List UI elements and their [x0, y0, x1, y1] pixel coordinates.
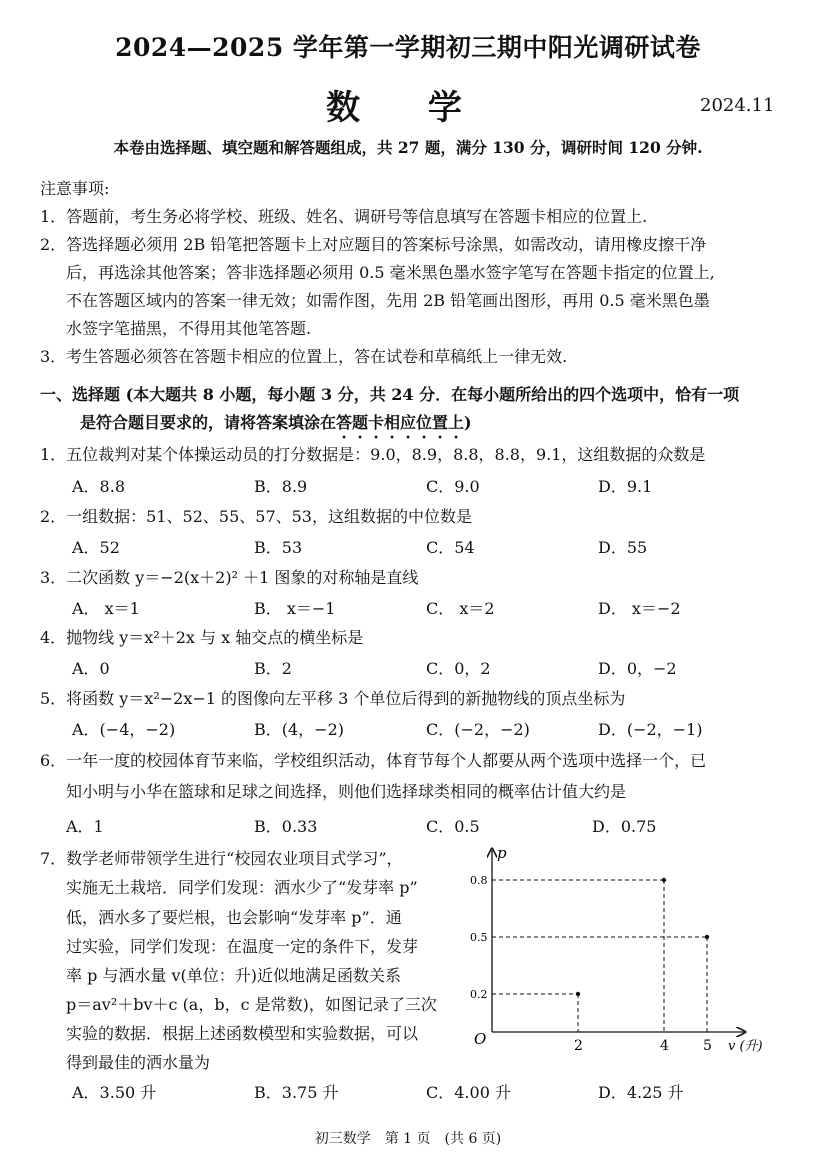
data-point: [576, 992, 580, 996]
question-2-stem: 2．一组数据：51、52、55、57、53，这组数据的中位数是: [40, 507, 472, 526]
q2-option-d: D．55: [598, 538, 648, 557]
exam-date: 2024.11: [700, 95, 775, 116]
question-7-line: 率 p 与洒水量 v(单位：升)近似地满足函数关系: [66, 966, 402, 985]
note-line: 后，再选涂其他答案；答非选择题必须用 0.5 毫米黑色墨水签字笔写在答题卡指定的位置上,: [66, 263, 715, 282]
x-tick-label: 5: [703, 1038, 712, 1054]
note-line: 1．答题前，考生务必将学校、班级、姓名、调研号等信息填写在答题卡相应的位置上.: [40, 207, 648, 226]
x-tick-label: 2: [574, 1038, 583, 1054]
y-tick-label: 0.8: [470, 874, 488, 887]
q5-option-d: D．(−2，−1): [598, 720, 703, 739]
question-7-line: 7．数学老师带领学生进行“校园农业项目式学习”，: [40, 849, 403, 868]
q7-option-b: B．3.75 升: [254, 1083, 339, 1102]
q6-option-c: C．0.5: [426, 817, 480, 836]
q3-option-a: A． x＝1: [72, 599, 140, 618]
question-4-stem: 4．抛物线 y＝x²＋2x 与 x 轴交点的横坐标是: [40, 628, 364, 647]
x-axis-label: v (升): [728, 1039, 763, 1054]
section-text: 是符合题目要求的，请将答案填涂在: [80, 413, 337, 432]
page-footer: 初三数学 第 1 页 (共 6 页): [314, 1131, 502, 1147]
y-tick-label: 0.5: [470, 931, 488, 944]
question-7-line: 实验的数据．根据上述函数模型和实验数据，可以: [66, 1024, 419, 1043]
q1-option-d: D．9.1: [598, 477, 653, 496]
exam-intro: 本卷由选择题、填空题和解答题组成，共 27 题，满分 130 分，调研时间 120 分钟.: [113, 138, 703, 157]
question-7-line: p＝av²＋bv＋c (a，b，c 是常数)，如图记录了三次: [66, 995, 437, 1014]
section-heading-line2: [80, 410, 472, 442]
section-emphasis: 答题卡相应位置上: [336, 413, 465, 432]
question-7-line: 低，洒水多了要烂根，也会影响“发芽率 p”．通: [66, 908, 402, 927]
q3-option-d: D． x＝−2: [598, 599, 681, 618]
y-axis-label: p: [497, 844, 507, 862]
q4-option-d: D．0，−2: [598, 659, 677, 678]
q2-option-a: A．52: [72, 538, 120, 557]
q4-option-b: B．2: [254, 659, 292, 678]
subject-title: 数 学: [326, 88, 490, 128]
question-1-stem: 1．五位裁判对某个体操运动员的打分数据是：9.0，8.9，8.8，8.8，9.1，这组数据的众数是: [40, 445, 706, 464]
q2-option-b: B．53: [254, 538, 303, 557]
note-line: 水签字笔描黑，不得用其他笔答题.: [66, 319, 312, 338]
q4-option-c: C．0，2: [426, 659, 491, 678]
q6-option-b: B．0.33: [254, 817, 318, 836]
q7-option-d: D．4.25 升: [598, 1083, 684, 1102]
origin-label: O: [474, 1030, 487, 1048]
question-7-line: 实施无土栽培．同学们发现：洒水少了“发芽率 p”: [66, 878, 418, 897]
section-heading: 一、选择题 (本大题共 8 小题，每小题 3 分，共 24 分．在每小题所给出的四个选项中，恰有一项: [40, 385, 740, 404]
q5-option-c: C．(−2，−2): [426, 720, 530, 739]
section-text: ): [464, 413, 472, 432]
q6-option-a: A．1: [66, 817, 104, 836]
q5-option-a: A．(−4，−2): [72, 720, 176, 739]
q1-option-a: A．8.8: [72, 477, 126, 496]
q1-option-b: B．8.9: [254, 477, 308, 496]
note-line: 2．答选择题必须用 2B 铅笔把答题卡上对应题目的答案标号涂黑，如需改动，请用橡皮擦干净: [40, 235, 707, 254]
note-line: 不在答题区域内的答案一律无效；如需作图，先用 2B 铅笔画出图形，再用 0.5 毫米黑色墨: [66, 291, 710, 310]
data-point: [705, 935, 709, 939]
q7-option-c: C．4.00 升: [426, 1083, 511, 1102]
q3-option-c: C． x＝2: [426, 599, 495, 618]
note-line: 3．考生答题必须答在答题卡相应的位置上，答在试卷和草稿纸上一律无效.: [40, 347, 568, 366]
y-tick-label: 0.2: [470, 988, 488, 1001]
q3-option-b: B． x＝−1: [254, 599, 336, 618]
question-6-stem: 6．一年一度的校园体育节来临，学校组织活动，体育节每个人都要从两个选项中选择一个，已: [40, 751, 707, 770]
notes-heading: 注意事项:: [40, 179, 110, 198]
q7-option-a: A．3.50 升: [72, 1083, 157, 1102]
question-7-line: 得到最佳的洒水量为: [66, 1053, 211, 1072]
data-point: [662, 878, 666, 882]
q6-option-d: D．0.75: [592, 817, 657, 836]
question-7-line: 过实验，同学们发现：在温度一定的条件下，发芽: [66, 937, 419, 956]
x-tick-label: 4: [660, 1038, 669, 1054]
question-6-stem-2: 知小明与小华在篮球和足球之间选择，则他们选择球类相同的概率估计值大约是: [66, 782, 627, 801]
q1-option-c: C．9.0: [426, 477, 480, 496]
question-5-stem: 5．将函数 y＝x²−2x−1 的图像向左平移 3 个单位后得到的新抛物线的顶点坐标为: [40, 689, 626, 708]
q7-graph: [466, 842, 766, 1062]
question-3-stem: 3．二次函数 y＝−2(x＋2)² ＋1 图象的对称轴是直线: [40, 568, 419, 587]
q5-option-b: B．(4，−2): [254, 720, 345, 739]
q4-option-a: A．0: [72, 659, 110, 678]
exam-title: 2024—2025 学年第一学期初三期中阳光调研试卷: [115, 33, 701, 62]
q2-option-c: C．54: [426, 538, 475, 557]
